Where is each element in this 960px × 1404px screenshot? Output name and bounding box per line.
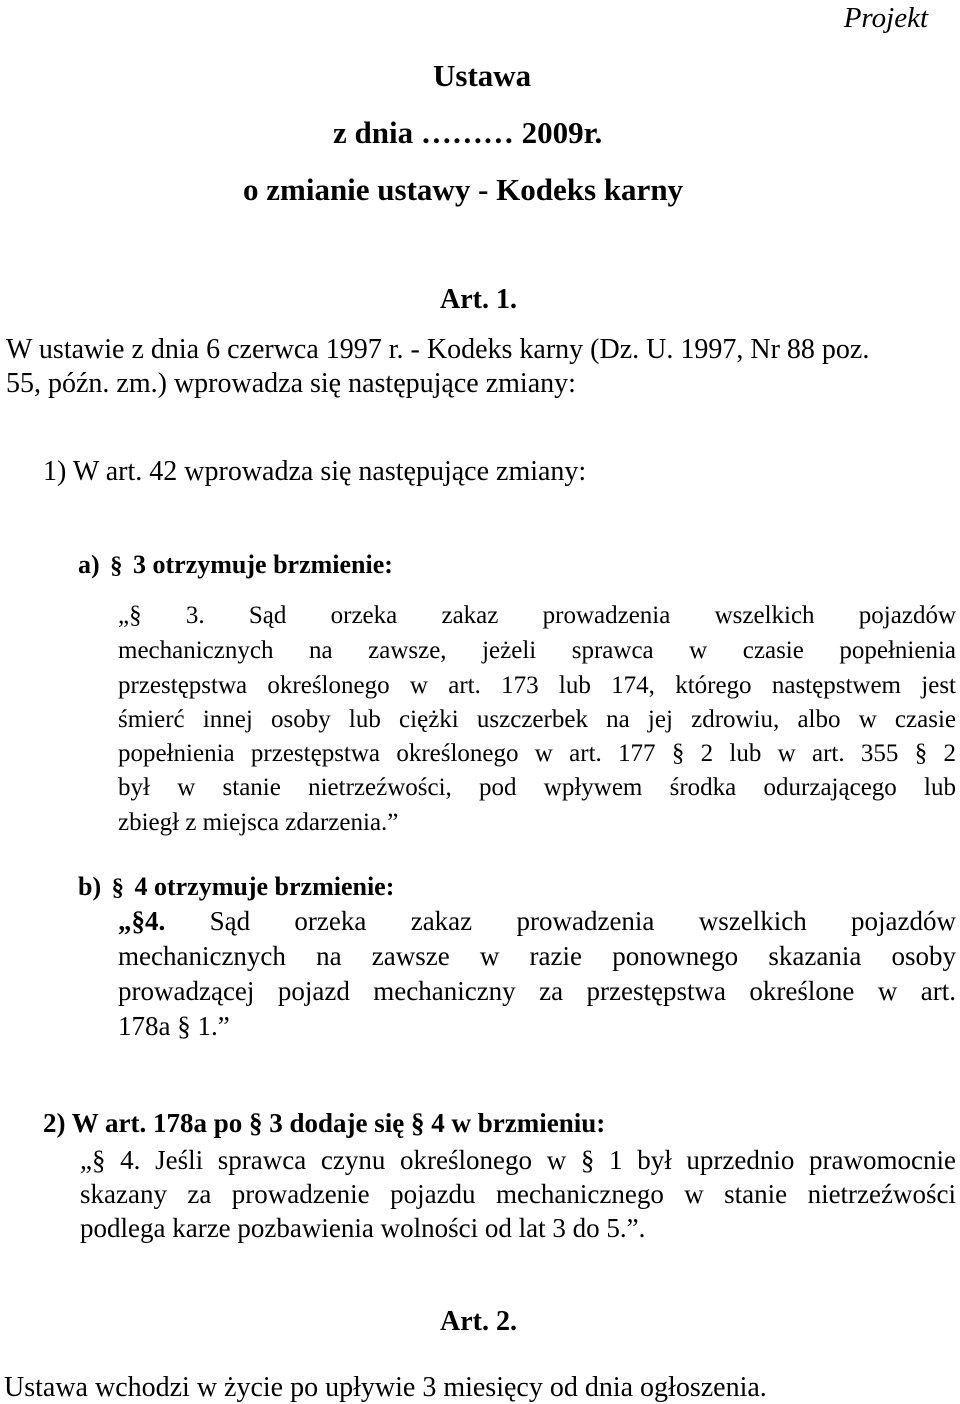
quote-b-open: „§4. bbox=[118, 906, 166, 936]
subpoint-a-label bbox=[78, 552, 393, 579]
quote-b-line-1-text: Sąd orzeka zakaz prowadzenia wszelkich pojazdów bbox=[209, 906, 957, 936]
quote-a-line-1 bbox=[118, 603, 956, 628]
point-2-line-3: podlega karze pozbawienia wolności od lat 3 do 5.”. bbox=[80, 1213, 646, 1243]
quote-a-line-2: mechanicznych na zawsze, jeżeli sprawca w czasie popełnienia bbox=[118, 637, 956, 664]
quote-a-line-1-text: Sąd orzeka zakaz prowadzenia wszelkich pojazdów bbox=[248, 602, 957, 629]
subpoint-b-label bbox=[78, 874, 394, 901]
quote-b-line-1 bbox=[118, 908, 956, 935]
point-2-line-2: skazany za prowadzenie pojazdu mechanicznego w stanie nietrzeźwości bbox=[80, 1179, 956, 1209]
quote-a-line-5: popełnienia przestępstwa określonego w art. 177 § 2 lub w art. 355 § 2 bbox=[118, 740, 956, 767]
draft-label: Projekt bbox=[843, 2, 928, 34]
point-1-label: 1) W art. 42 wprowadza się następujące zmiany: bbox=[43, 456, 587, 487]
subpoint-b-letter: b) bbox=[78, 872, 102, 901]
quote-a-line-7: zbiegł z miejsca zdarzenia.” bbox=[118, 809, 399, 836]
point-2-label: 2) W art. 178a po § 3 dodaje się § 4 w brzmieniu: bbox=[43, 1108, 606, 1138]
quote-a-line-3: przestępstwa określonego w art. 173 lub 174, którego następstwem jest bbox=[118, 672, 956, 699]
quote-b-line-4: 178a § 1.” bbox=[118, 1011, 230, 1041]
document-subject: o zmianie ustawy - Kodeks karny bbox=[243, 172, 684, 207]
quote-a-line-6: był w stanie nietrzeźwości, pod wpływem środka odurzającego lub bbox=[118, 774, 956, 801]
article-1-intro-line-1: W ustawie z dnia 6 czerwca 1997 r. - Kodeks karny (Dz. U. 1997, Nr 88 poz. bbox=[6, 334, 870, 365]
quote-b-line-3: prowadzącej pojazd mechaniczny za przestępstwa określone w art. bbox=[118, 976, 956, 1006]
quote-a-open: „§ 3. bbox=[118, 602, 205, 629]
section-symbol: § bbox=[111, 874, 124, 901]
article-2-heading: Art. 2. bbox=[440, 1306, 517, 1337]
subpoint-b-text: 4 otrzymuje brzmienie: bbox=[134, 872, 395, 901]
article-1-intro-line-2: 55, późn. zm.) wprowadza się następujące zmiany: bbox=[6, 368, 576, 399]
article-1-heading: Art. 1. bbox=[440, 284, 517, 315]
subpoint-a-text: 3 otrzymuje brzmienie: bbox=[133, 550, 393, 579]
quote-b-line-2: mechanicznych na zawsze w razie ponownego skazania osoby bbox=[118, 941, 956, 971]
article-2-text: Ustawa wchodzi w życie po upływie 3 miesięcy od dnia ogłoszenia. bbox=[4, 1372, 767, 1403]
point-2-line-1: „§ 4. Jeśli sprawca czynu określonego w § 1 był uprzednio prawomocnie bbox=[80, 1145, 956, 1175]
section-symbol: § bbox=[110, 552, 123, 579]
subpoint-a-letter: a) bbox=[78, 550, 100, 579]
quote-a-line-4: śmierć innej osoby lub ciężki uszczerbek na jej zdrowiu, albo w czasie bbox=[118, 706, 956, 733]
document-date: z dnia ……… 2009r. bbox=[333, 115, 603, 150]
document-title: Ustawa bbox=[433, 58, 532, 93]
